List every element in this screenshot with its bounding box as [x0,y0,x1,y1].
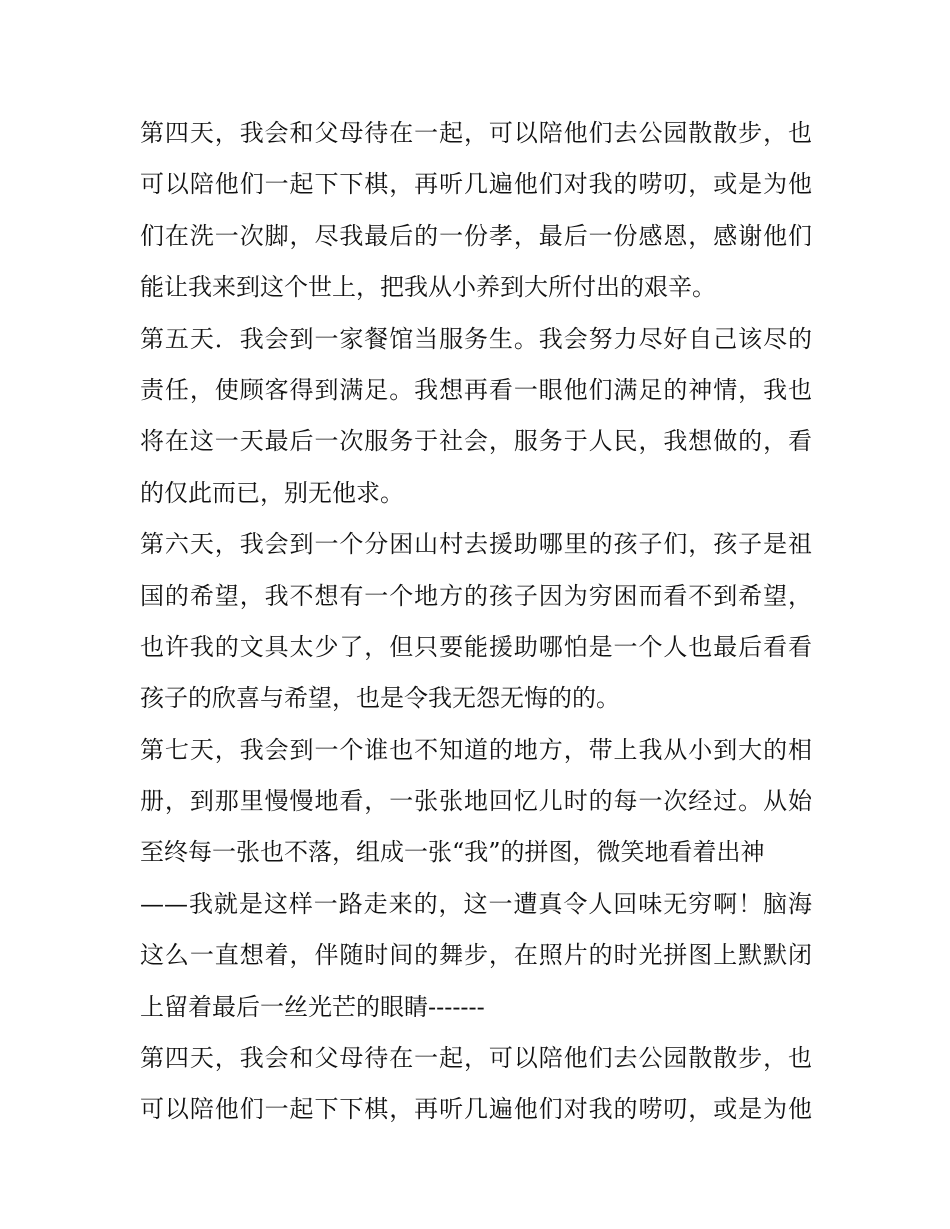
paragraph-2-line-4: 的仅此而已，别无他求。 [140,478,404,507]
paragraph-1-line-3: 们在洗一次脚，尽我最后的一份孝，最后一份感恩，感谢他们 [140,221,812,250]
paragraph-4-line-3: 至终每一张也不落，组成一张“我”的拼图，微笑地看着出神 [140,838,765,867]
paragraph-3-line-4: 孩子的欣喜与希望，也是令我无怨无悔的的。 [140,684,620,713]
paragraph-3-line-1: 第六天，我会到一个分困山村去援助哪里的孩子们，孩子是祖 [140,530,812,559]
paragraph-3-line-3: 也许我的文具太少了，但只要能援助哪怕是一个人也最后看看 [140,632,812,661]
paragraph-4-line-2: 册，到那里慢慢地看，一张张地回忆儿时的每一次经过。从始 [140,787,812,816]
paragraph-5-line-2: 可以陪他们一起下下棋，再听几遍他们对我的唠叨，或是为他 [140,1095,812,1124]
paragraph-4-line-4: ——我就是这样一路走来的，这一遭真令人回味无穷啊！脑海 [140,889,812,918]
paragraph-1-line-1: 第四天，我会和父母待在一起，可以陪他们去公园散散步，也 [140,119,812,147]
paragraph-4-line-6: 上留着最后一丝光芒的眼睛------- [140,992,485,1021]
paragraph-1-line-4: 能让我来到这个世上，把我从小养到大所付出的艰辛。 [140,273,716,302]
paragraph-2-line-3: 将在这一天最后一次服务于社会，服务于人民，我想做的，看 [140,427,812,456]
paragraph-4-line-5: 这么一直想着，伴随时间的舞步，在照片的时光拼图上默默闭 [140,941,812,970]
paragraph-2-line-2: 责任，使顾客得到满足。我想再看一眼他们满足的神情，我也 [140,375,812,404]
paragraph-4-line-1: 第七天，我会到一个谁也不知道的地方，带上我从小到大的相 [140,735,812,764]
paragraph-2-line-1: 第五天．我会到一家餐馆当服务生。我会努力尽好自己该尽的 [140,324,812,353]
document-body [140,108,812,1136]
paragraph-5-line-1: 第四天，我会和父母待在一起，可以陪他们去公园散散步，也 [140,1044,812,1073]
paragraph-1-line-2: 可以陪他们一起下下棋，再听几遍他们对我的唠叨，或是为他 [140,170,812,199]
paragraph-3-line-2: 国的希望，我不想有一个地方的孩子因为穷困而看不到希望， [140,581,812,610]
